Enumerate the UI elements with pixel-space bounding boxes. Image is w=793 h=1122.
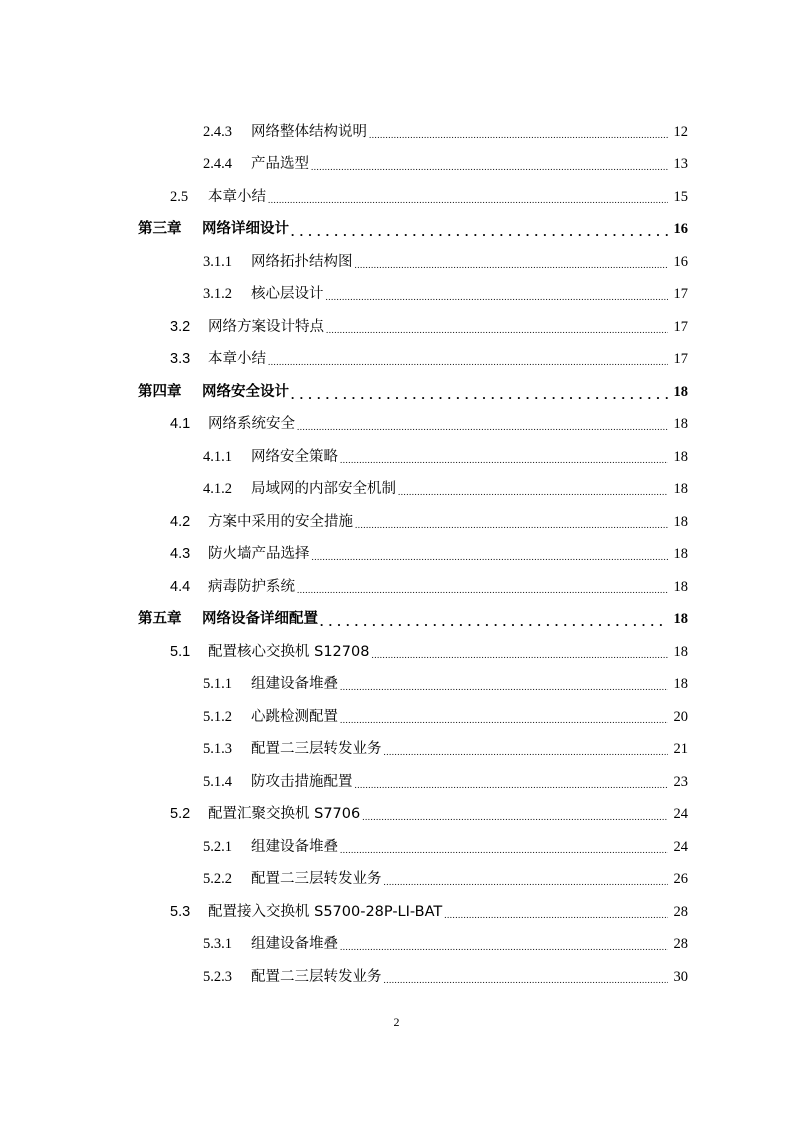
toc-entry-page: 18 — [673, 546, 688, 562]
toc-entry-page: 18 — [673, 676, 688, 692]
toc-entry-title: 配置二三层转发业务 — [251, 741, 382, 757]
toc-entry-number: 2.4.4 — [203, 156, 232, 172]
toc-entry-number: 4.1.1 — [203, 449, 232, 465]
toc-entry-title: 病毒防护系统 — [208, 579, 295, 595]
toc-dot-leader — [291, 383, 668, 401]
toc-dot-leader — [297, 415, 668, 433]
toc-entry-page: 16 — [673, 254, 688, 270]
toc-entry-number: 4.2 — [170, 514, 191, 530]
toc-entry-title: 网络安全设计 — [202, 384, 289, 400]
toc-dot-leader — [384, 968, 669, 986]
toc-entry-page: 23 — [673, 774, 688, 790]
toc-entry-title: 网络设备详细配置 — [202, 611, 318, 627]
toc-entry-number: 5.1 — [170, 644, 191, 660]
toc-chapter-entry[interactable] — [138, 214, 688, 238]
toc-chapter-entry[interactable] — [138, 377, 688, 401]
toc-entry-title: 组建设备堆叠 — [251, 936, 338, 952]
toc-entry-page: 28 — [673, 936, 688, 952]
toc-dot-leader — [355, 513, 668, 531]
toc-dot-leader — [369, 123, 668, 141]
toc-section-entry[interactable] — [170, 312, 688, 336]
toc-entry-title: 配置接入交换机 S5700-28P-LI-BAT — [208, 904, 443, 920]
toc-entry-title: 局域网的内部安全机制 — [251, 481, 396, 497]
toc-entry-title: 本章小结 — [208, 189, 266, 205]
toc-section-entry[interactable] — [203, 279, 688, 303]
toc-section-entry[interactable] — [170, 507, 688, 531]
toc-dot-leader — [291, 220, 668, 238]
toc-entry-title: 心跳检测配置 — [251, 709, 338, 725]
toc-entry-page: 18 — [673, 384, 688, 400]
toc-dot-leader — [340, 675, 668, 693]
toc-entry-number: 第四章 — [138, 384, 182, 400]
toc-entry-number: 5.3.1 — [203, 936, 232, 952]
toc-section-entry[interactable] — [203, 247, 688, 271]
toc-dot-leader — [371, 643, 668, 661]
page-number: 2 — [393, 1015, 400, 1029]
toc-entry-title: 网络整体结构说明 — [251, 124, 367, 140]
toc-entry-number: 第五章 — [138, 611, 182, 627]
toc-entry-number: 5.1.4 — [203, 774, 232, 790]
toc-section-entry[interactable] — [170, 539, 688, 563]
toc-entry-number: 5.2.2 — [203, 871, 232, 887]
toc-entry-title: 配置二三层转发业务 — [251, 871, 382, 887]
toc-entry-number: 2.5 — [170, 189, 189, 205]
toc-dot-leader — [268, 350, 668, 368]
toc-entry-page: 18 — [673, 514, 688, 530]
toc-section-entry[interactable] — [203, 734, 688, 758]
toc-entry-title: 本章小结 — [208, 351, 266, 367]
toc-section-entry[interactable] — [170, 344, 688, 368]
toc-entry-number: 4.3 — [170, 546, 191, 562]
toc-section-entry[interactable] — [170, 637, 688, 661]
toc-dot-leader — [384, 870, 669, 888]
toc-entry-title: 网络安全策略 — [251, 449, 338, 465]
toc-section-entry[interactable] — [203, 767, 688, 791]
toc-dot-leader — [320, 610, 668, 628]
toc-entry-title: 网络系统安全 — [208, 416, 295, 432]
toc-dot-leader — [312, 545, 669, 563]
toc-section-entry[interactable] — [203, 962, 688, 986]
toc-entry-number: 4.1 — [170, 416, 191, 432]
toc-section-entry[interactable] — [203, 442, 688, 466]
toc-entry-title: 防攻击措施配置 — [251, 774, 353, 790]
toc-entry-number: 3.1.1 — [203, 254, 232, 270]
toc-entry-page: 17 — [673, 351, 688, 367]
toc-entry-page: 24 — [673, 806, 688, 822]
toc-entry-page: 20 — [673, 709, 688, 725]
toc-entry-page: 30 — [673, 969, 688, 985]
toc-section-entry[interactable] — [170, 409, 688, 433]
toc-section-entry[interactable] — [170, 572, 688, 596]
toc-section-entry[interactable] — [203, 117, 688, 141]
toc-dot-leader — [444, 903, 668, 921]
toc-entry-title: 配置核心交换机 S12708 — [208, 644, 370, 660]
toc-entry-number: 5.1.2 — [203, 709, 232, 725]
toc-dot-leader — [362, 805, 668, 823]
toc-section-entry[interactable] — [170, 182, 688, 206]
toc-entry-number: 4.4 — [170, 579, 191, 595]
toc-entry-page: 18 — [673, 579, 688, 595]
toc-section-entry[interactable] — [170, 799, 688, 823]
toc-entry-page: 18 — [673, 449, 688, 465]
toc-entry-title: 网络拓扑结构图 — [251, 254, 353, 270]
toc-section-entry[interactable] — [170, 897, 688, 921]
toc-dot-leader — [340, 935, 668, 953]
toc-entry-number: 2.4.3 — [203, 124, 232, 140]
toc-section-entry[interactable] — [203, 832, 688, 856]
toc-dot-leader — [268, 188, 668, 206]
toc-entry-page: 24 — [673, 839, 688, 855]
toc-entry-page: 12 — [673, 124, 688, 140]
toc-entry-number: 5.1.1 — [203, 676, 232, 692]
toc-dot-leader — [311, 155, 668, 173]
toc-section-entry[interactable] — [203, 669, 688, 693]
toc-entry-number: 5.3 — [170, 904, 191, 920]
toc-dot-leader — [340, 448, 668, 466]
toc-entry-page: 28 — [673, 904, 688, 920]
toc-entry-page: 18 — [673, 416, 688, 432]
toc-entry-page: 13 — [673, 156, 688, 172]
toc-entry-title: 方案中采用的安全措施 — [208, 514, 353, 530]
toc-entry-title: 组建设备堆叠 — [251, 676, 338, 692]
toc-entry-title: 组建设备堆叠 — [251, 839, 338, 855]
toc-entry-number: 3.3 — [170, 351, 191, 367]
toc-entry-title: 网络方案设计特点 — [208, 319, 324, 335]
toc-entry-title: 防火墙产品选择 — [208, 546, 310, 562]
toc-entry-page: 21 — [673, 741, 688, 757]
toc-section-entry[interactable] — [203, 864, 688, 888]
toc-entry-title: 网络详细设计 — [202, 221, 289, 237]
toc-entry-page: 26 — [673, 871, 688, 887]
toc-entry-page: 16 — [673, 221, 688, 237]
toc-entry-title: 产品选型 — [251, 156, 309, 172]
toc-entry-number: 3.2 — [170, 319, 191, 335]
toc-entry-title: 配置二三层转发业务 — [251, 969, 382, 985]
toc-dot-leader — [340, 838, 668, 856]
toc-chapter-entry[interactable] — [138, 604, 688, 628]
toc-entry-number: 5.1.3 — [203, 741, 232, 757]
toc-section-entry[interactable] — [203, 702, 688, 726]
toc-dot-leader — [326, 318, 668, 336]
toc-dot-leader — [340, 708, 668, 726]
toc-entry-number: 第三章 — [138, 221, 182, 237]
toc-entry-title: 核心层设计 — [251, 286, 324, 302]
toc-entry-number: 4.1.2 — [203, 481, 232, 497]
toc-entry-number: 5.2.3 — [203, 969, 232, 985]
toc-section-entry[interactable] — [203, 474, 688, 498]
toc-entry-title: 配置汇聚交换机 S7706 — [208, 806, 361, 822]
toc-dot-leader — [355, 253, 669, 271]
toc-entry-page: 18 — [673, 481, 688, 497]
toc-entry-page: 17 — [673, 286, 688, 302]
toc-dot-leader — [355, 773, 669, 791]
toc-dot-leader — [398, 480, 668, 498]
toc-entry-page: 17 — [673, 319, 688, 335]
toc-entry-number: 5.2 — [170, 806, 191, 822]
toc-section-entry[interactable] — [203, 929, 688, 953]
toc-section-entry[interactable] — [203, 149, 688, 173]
toc-dot-leader — [297, 578, 668, 596]
toc-entry-page: 15 — [673, 189, 688, 205]
toc-entry-page: 18 — [673, 611, 688, 627]
toc-entry-page: 18 — [673, 644, 688, 660]
toc-dot-leader — [326, 285, 669, 303]
toc-dot-leader — [384, 740, 669, 758]
toc-entry-number: 3.1.2 — [203, 286, 232, 302]
toc-entry-number: 5.2.1 — [203, 839, 232, 855]
